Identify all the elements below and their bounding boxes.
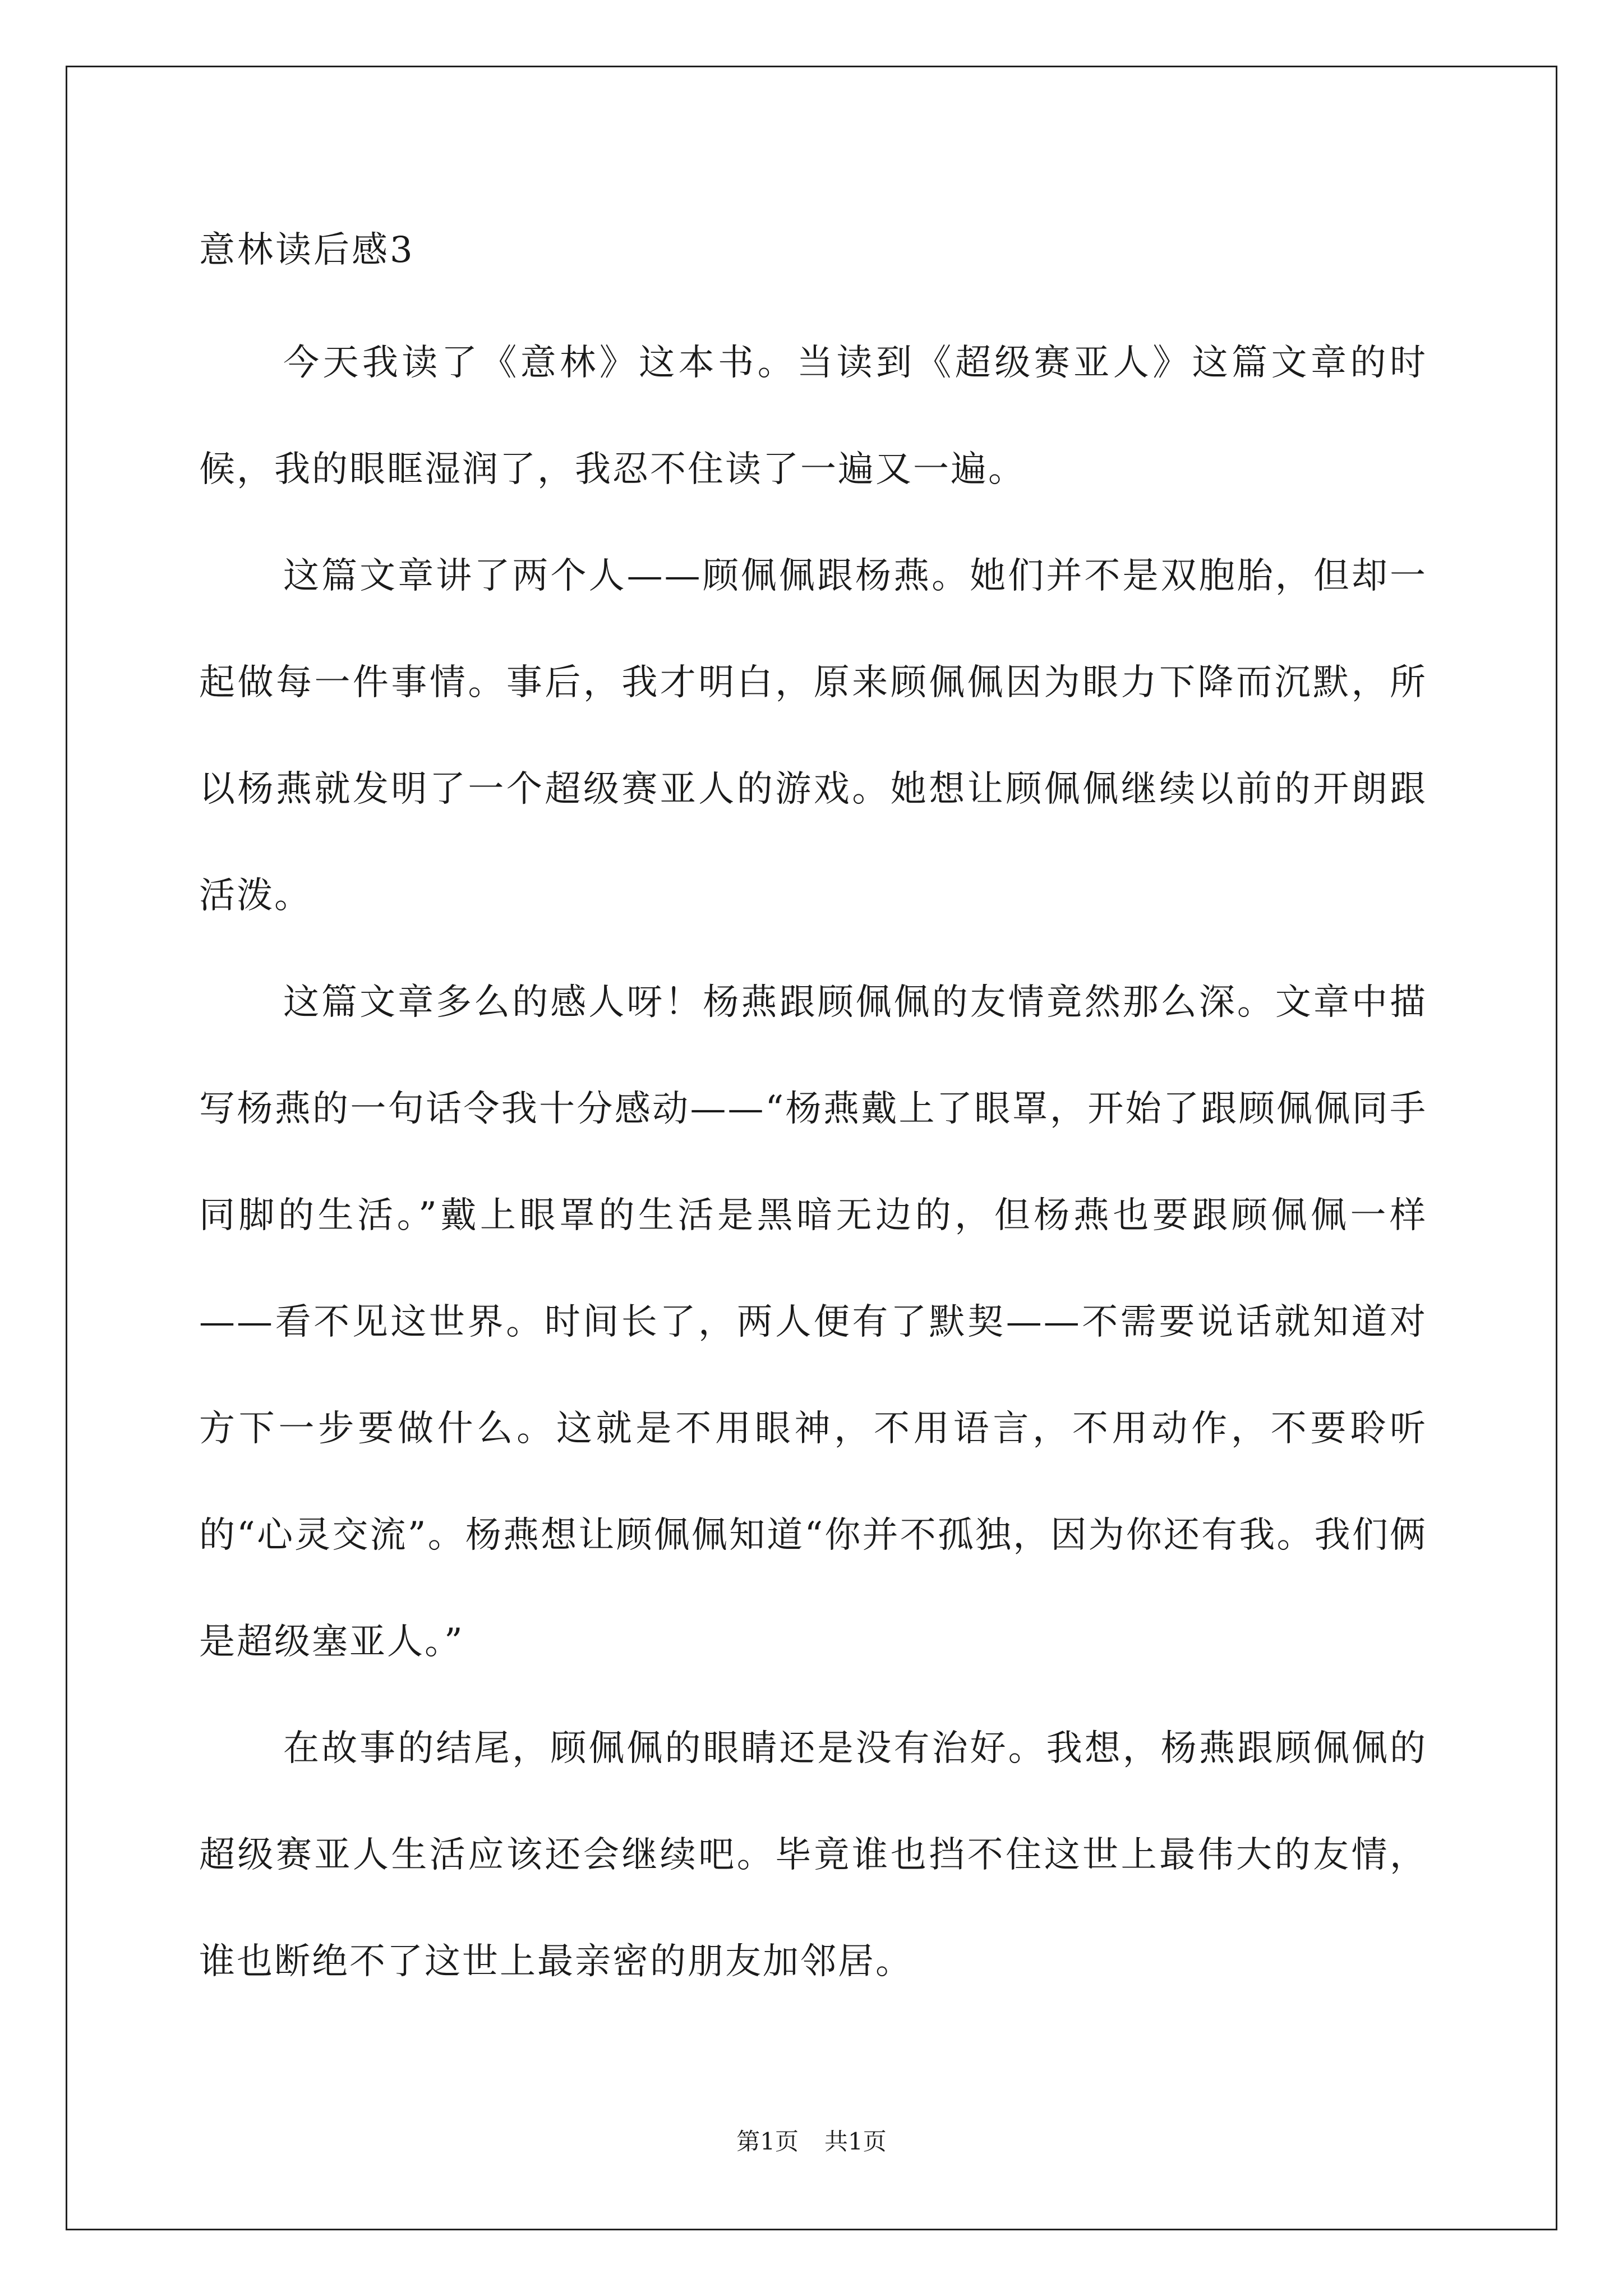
page-total: 共1页: [824, 2128, 887, 2155]
paragraph-summary: 这篇文章讲了两个人——顾佩佩跟杨燕。她们并不是双胞胎，但却一起做每一件事情。事后，我才明白，原来顾佩佩因为眼力下降而沉默，所以杨燕就发明了一个超级赛亚人的游戏。她想让顾佩佩继续以前的开朗跟活泼。: [199, 555, 1427, 917]
paragraph-reflection: 这篇文章多么的感人呀！杨燕跟顾佩佩的友情竟然那么深。文章中描写杨燕的一句话令我十分感动——“杨燕戴上了眼罩，开始了跟顾佩佩同手同脚的生活。”戴上眼罩的生活是黑暗无边的，但杨燕也要跟顾佩佩一样——看不见这世界。时间长了，两人便有了默契——不需要说话就知道对方下一步要做什么。这就是不用眼神，不用语言，不用动作，不要聆听的“心灵交流”。杨燕想让顾佩佩知道“你并不孤独，因为你还有我。我们俩是超级塞亚人。”: [199, 982, 1427, 1663]
paragraph-intro: 今天我读了《意林》这本书。当读到《超级赛亚人》这篇文章的时候，我的眼眶湿润了，我忍不住读了一遍又一遍。: [199, 342, 1427, 490]
page-footer: [0, 2125, 1623, 2159]
paragraph-conclusion: 在故事的结尾，顾佩佩的眼睛还是没有治好。我想，杨燕跟顾佩佩的超级赛亚人生活应该还会继续吧。毕竟谁也挡不住这世上最伟大的友情，谁也断绝不了这世上最亲密的朋友加邻居。: [199, 1728, 1427, 1982]
document-title: 意林读后感3: [199, 229, 415, 271]
page-number: 第1页: [736, 2128, 799, 2155]
